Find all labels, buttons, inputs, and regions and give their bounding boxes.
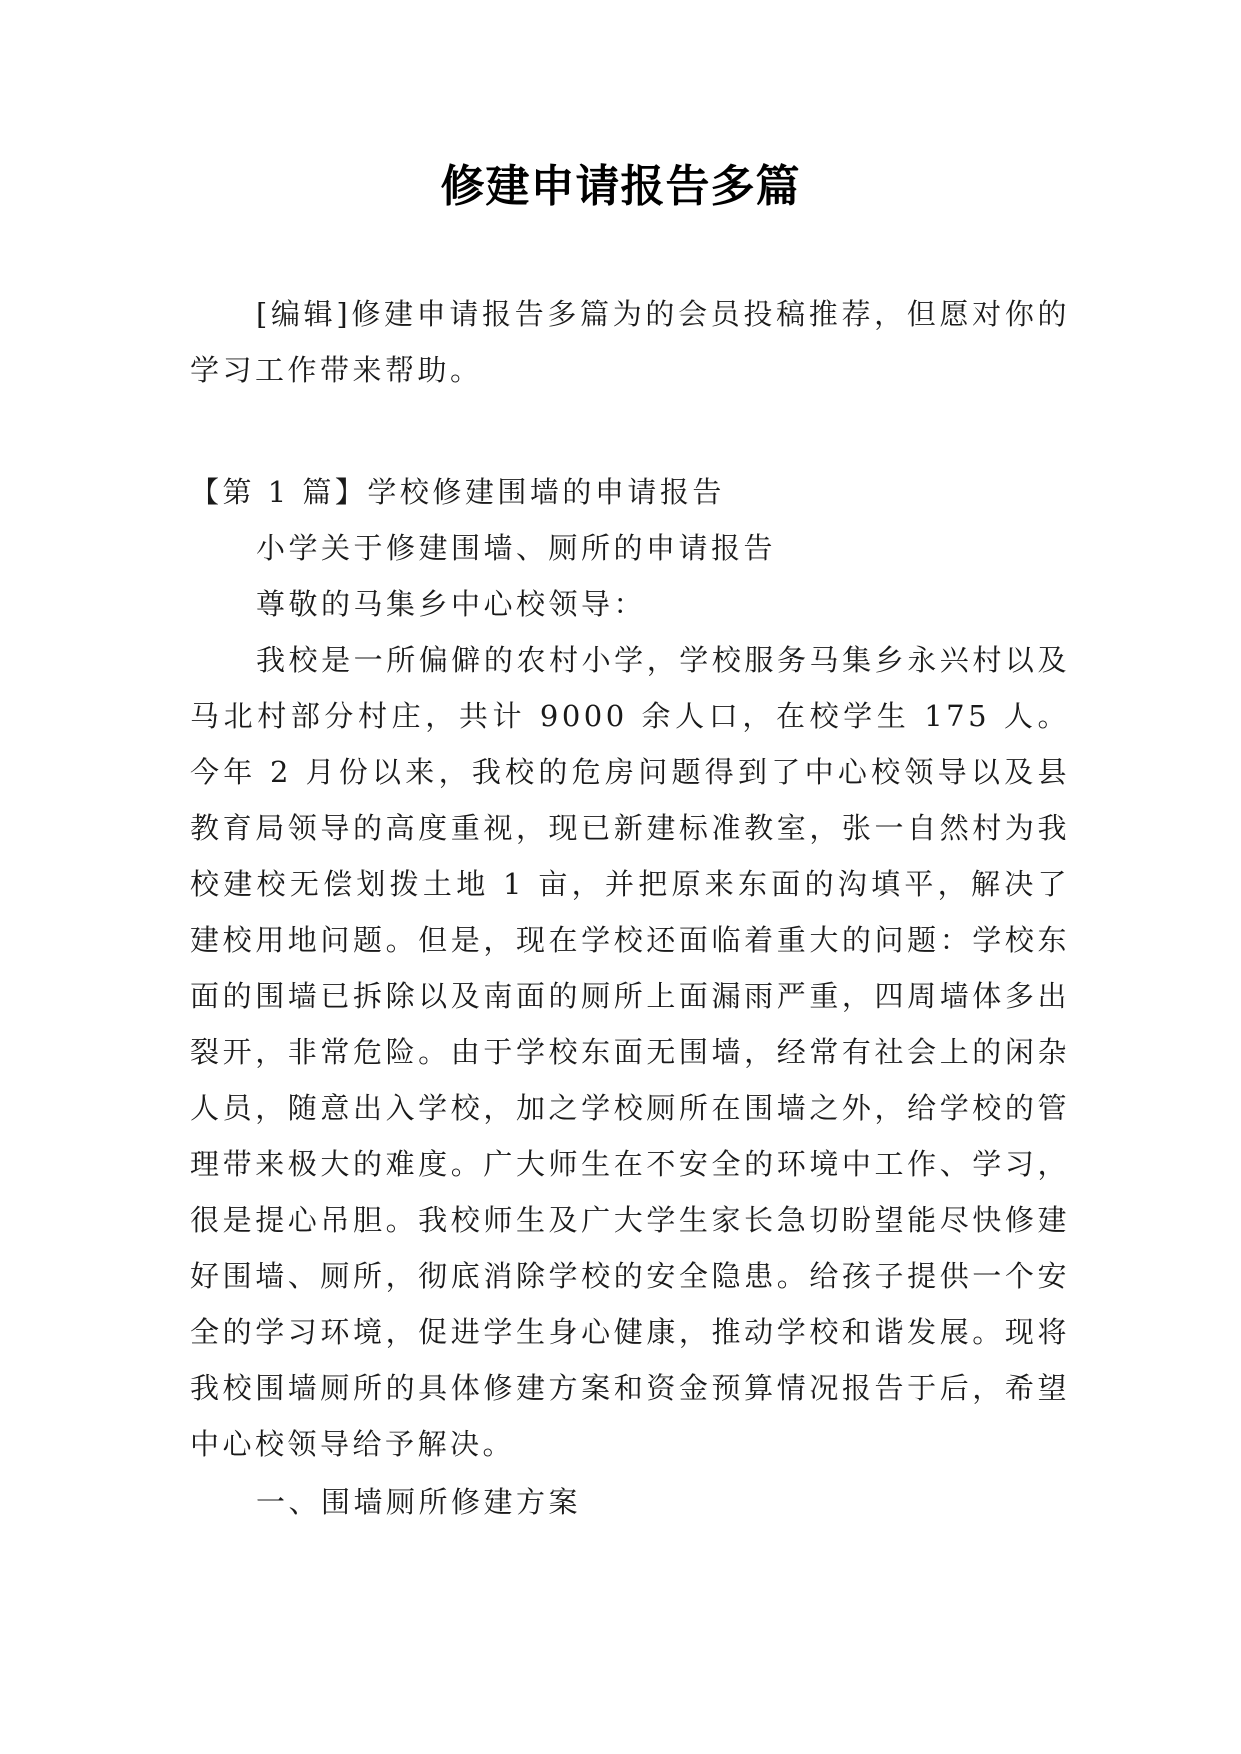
list-heading: 一、围墙厕所修建方案 [256,1485,582,1519]
section-heading: 【第 1 篇】学校修建围墙的申请报告 [190,475,725,509]
salutation: 尊敬的马集乡中心校领导： [256,587,647,621]
report-subtitle: 小学关于修建围墙、厕所的申请报告 [256,531,777,565]
intro-paragraph: [编辑]修建申请报告多篇为的会员投稿推荐，但愿对你的学习工作带来帮助。 [190,297,1070,387]
document-title: 修建申请报告多篇 [440,161,801,212]
body-paragraph: 我校是一所偏僻的农村小学，学校服务马集乡永兴村以及马北村部分村庄，共计 9000 余人口，在校学生 175 人。今年 2 月份以来，我校的危房问题得到了中心校领导以及县教育局领导的高度重视，现已新建标准教室，张一自然村为我校建校无偿划拨土地 1 亩，并把原来东面的沟填平，解决了建校用地问题。但是，现在学校还面临着重大的问题：学校东面的围墙已拆除以及南面的厕所上面漏雨严重，四周墙体多出裂开，非常危险。由于学校东面无围墙，经常有社会上的闲杂人员，随意出入学校，加之学校厕所在围墙之外，给学校的管理带来极大的难度。广大师生在不安全的环境中工作、学习，很是提心吊胆。我校师生及广大学生家长急切盼望能尽快修建好围墙、厕所，彻底消除学校的安全隐患。给孩子提供一个安全的学习环境，促进学生身心健康，推动学校和谐发展。现将我校围墙厕所的具体修建方案和资金预算情况报告于后，希望中心校领导给予解决。 [190,643,1070,1461]
